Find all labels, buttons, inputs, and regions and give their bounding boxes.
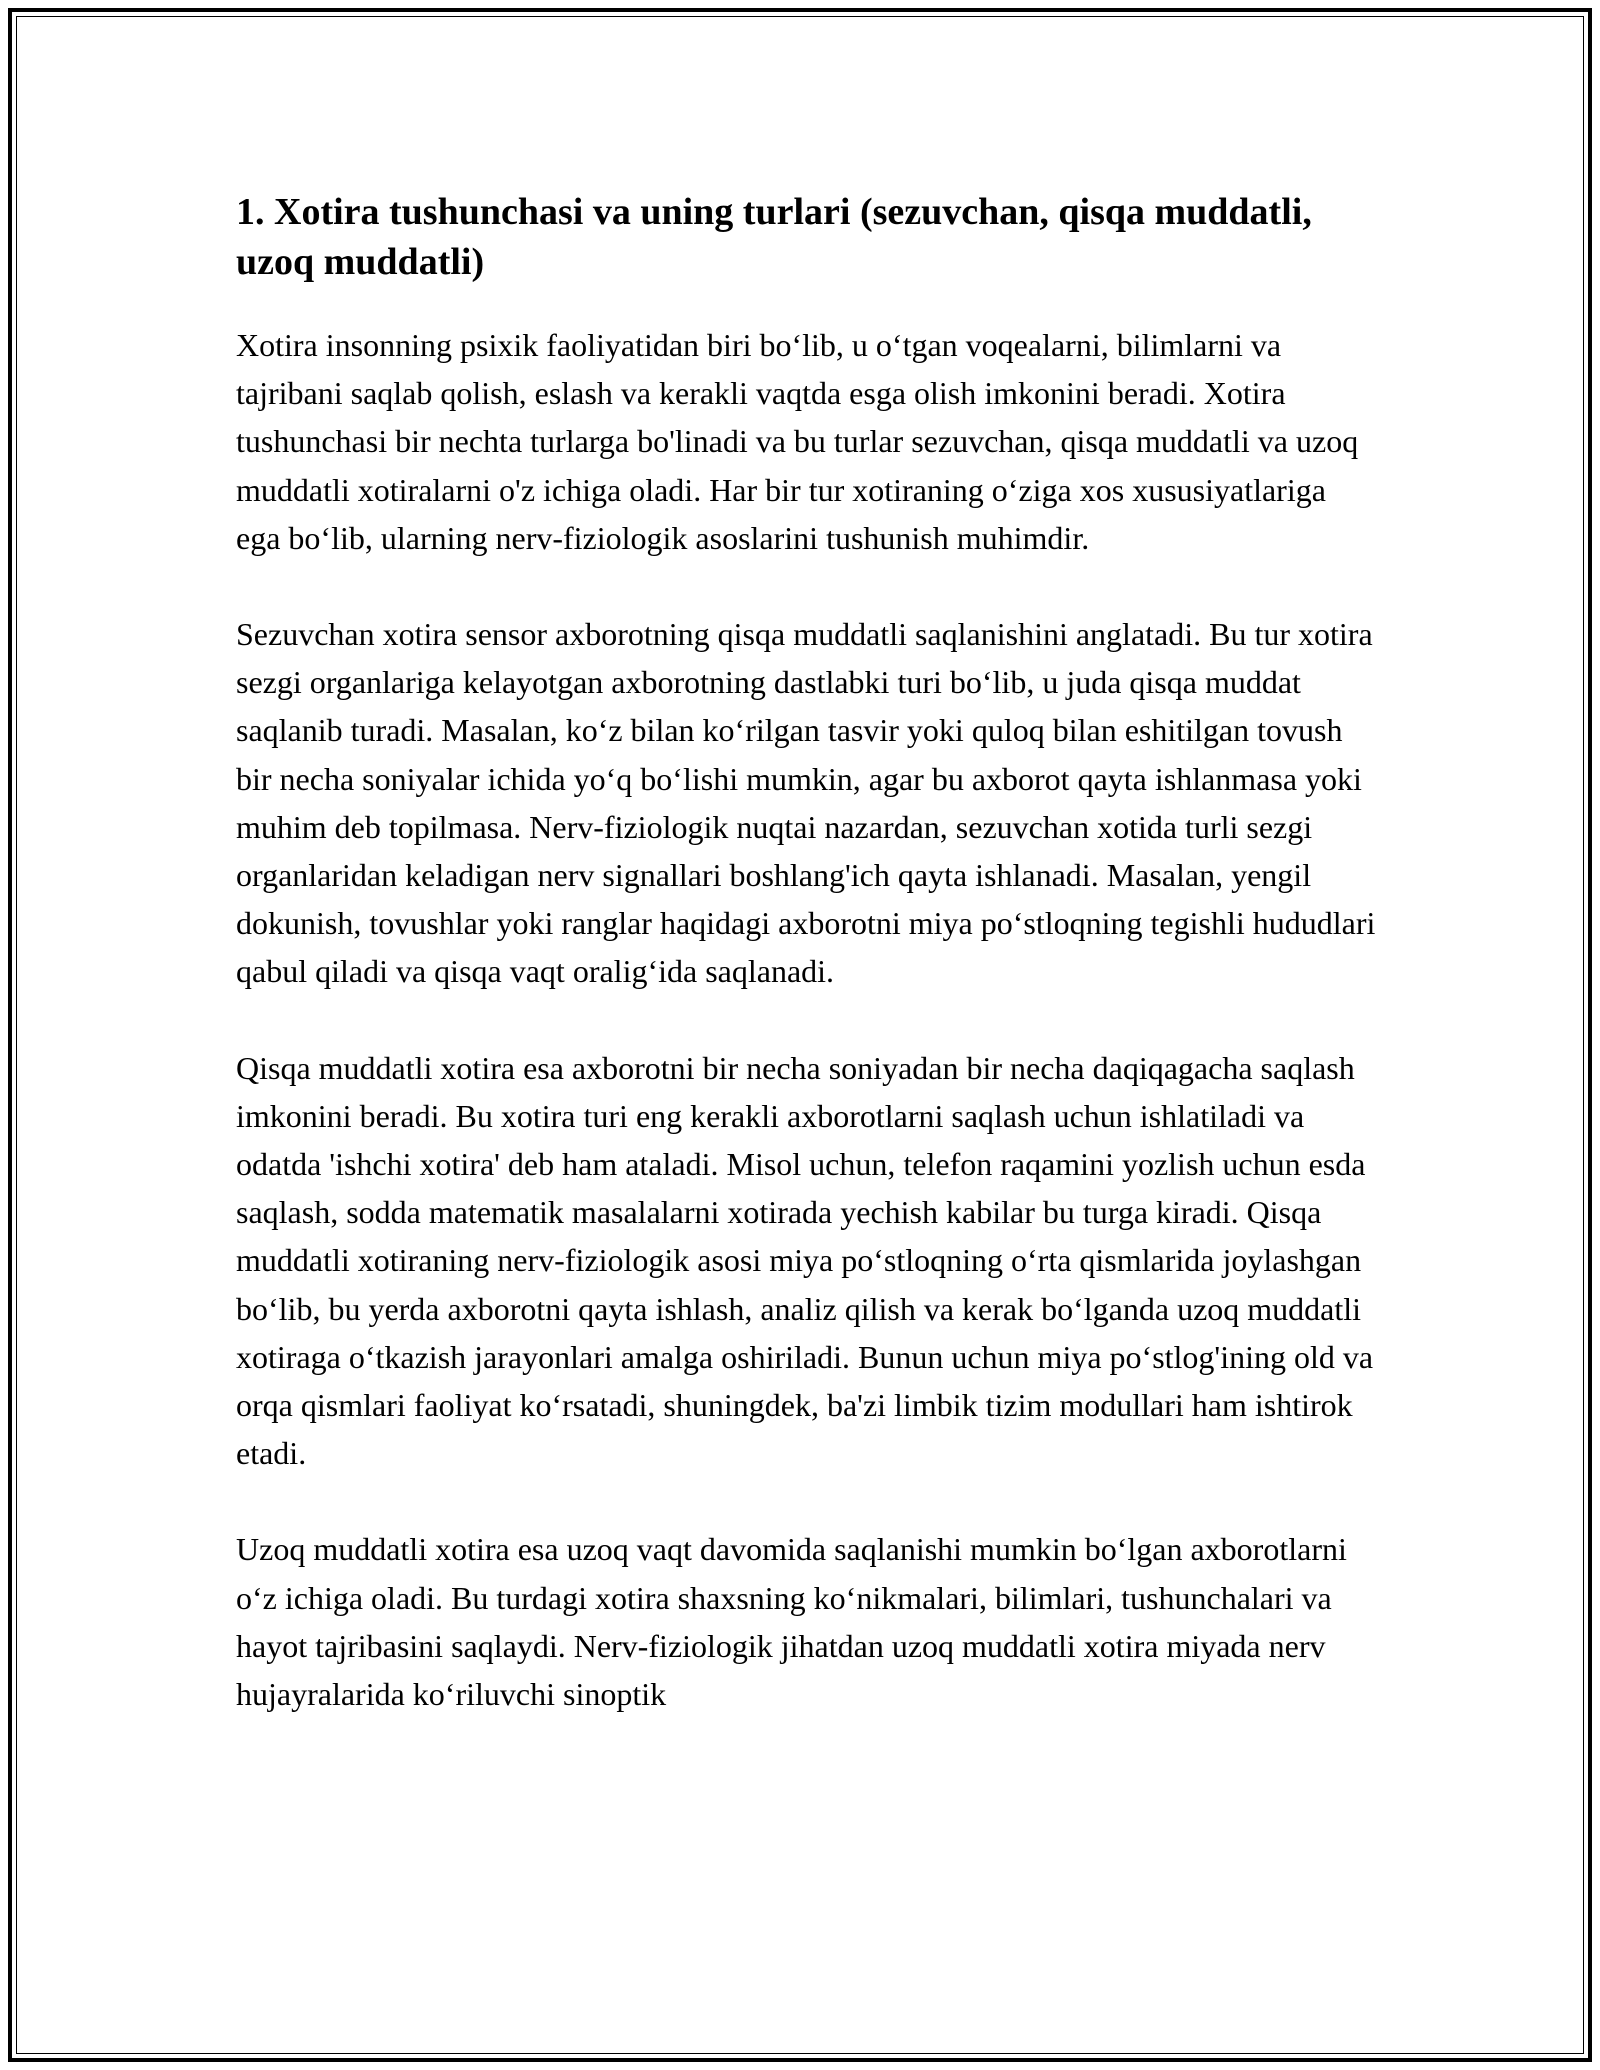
paragraph-long-term-memory: Uzoq muddatli xotira esa uzoq vaqt davomida saqlanishi mumkin bo‘lgan axborotlarni o‘z ichiga oladi. Bu turdagi xotira shaxsning ko‘nikmalari, bilimlari, tushunchalari va hayot tajribasini saqlaydi. Nerv-fiziologik jihatdan uzoq muddatli xotira miyada nerv hujayralarida ko‘riluvchi sinoptik	[236, 1531, 1347, 1713]
paragraph-short-term-memory: Qisqa muddatli xotira esa axborotni bir necha soniyadan bir necha daqiqagacha saqlash imkonini beradi. Bu xotira turi eng kerakli axborotlarni saqlash uchun ishlatiladi va odatda 'ishchi xotira' deb ham ataladi. Misol uchun, telefon raqamini yozlish uchun esda saqlash, sodda matematik masalalarni xotirada yechish kabilar bu turga kiradi. Qisqa muddatli xotiraning nerv-fiziologik asosi miya po‘stloqning o‘rta qismlarida joylashgan bo‘lib, bu yerda axborotni qayta ishlash, analiz qilish va kerak bo‘lganda uzoq muddatli xotiraga o‘tkazish jarayonlari amalga oshiriladi. Bunun uchun miya po‘stlog'ining old va orqa qismlari faoliyat ko‘rsatadi, shuningdek, ba'zi limbik tizim modullari ham ishtirok etadi.	[236, 1049, 1374, 1472]
document-body	[236, 187, 1376, 1766]
section-heading: 1. Xotira tushunchasi va uning turlari (sezuvchan, qisqa muddatli, uzoq muddatli)	[236, 191, 1312, 283]
paragraph-intro: Xotira insonning psixik faoliyatidan biri bo‘lib, u o‘tgan voqealarni, bilimlarni va tajribani saqlab qolish, eslash va kerakli vaqtda esga olish imkonini beradi. Xotira tushunchasi bir nechta turlarga bo'linadi va bu turlar sezuvchan, qisqa muddatli va uzoq muddatli xotiralarni o'z ichiga oladi. Har bir tur xotiraning o‘ziga xos xususiyatlariga ega bo‘lib, ularning nerv-fiziologik asoslarini tushunish muhimdir.	[236, 327, 1359, 556]
paragraph-sensory-memory: Sezuvchan xotira sensor axborotning qisqa muddatli saqlanishini anglatadi. Bu tur xotira sezgi organlariga kelayotgan axborotning dastlabki turi bo‘lib, u juda qisqa muddat saqlanib turadi. Masalan, ko‘z bilan ko‘rilgan tasvir yoki quloq bilan eshitilgan tovush bir necha soniyalar ichida yo‘q bo‘lishi mumkin, agar bu axborot qayta ishlanmasa yoki muhim deb topilmasa. Nerv-fiziologik nuqtai nazardan, sezuvchan xotida turli sezgi organlaridan keladigan nerv signallari boshlang'ich qayta ishlanadi. Masalan, yengil dokunish, tovushlar yoki ranglar haqidagi axborotni miya po‘stloqning tegishli hududlari qabul qiladi va qisqa vaqt oralig‘ida saqlanadi.	[236, 616, 1376, 990]
